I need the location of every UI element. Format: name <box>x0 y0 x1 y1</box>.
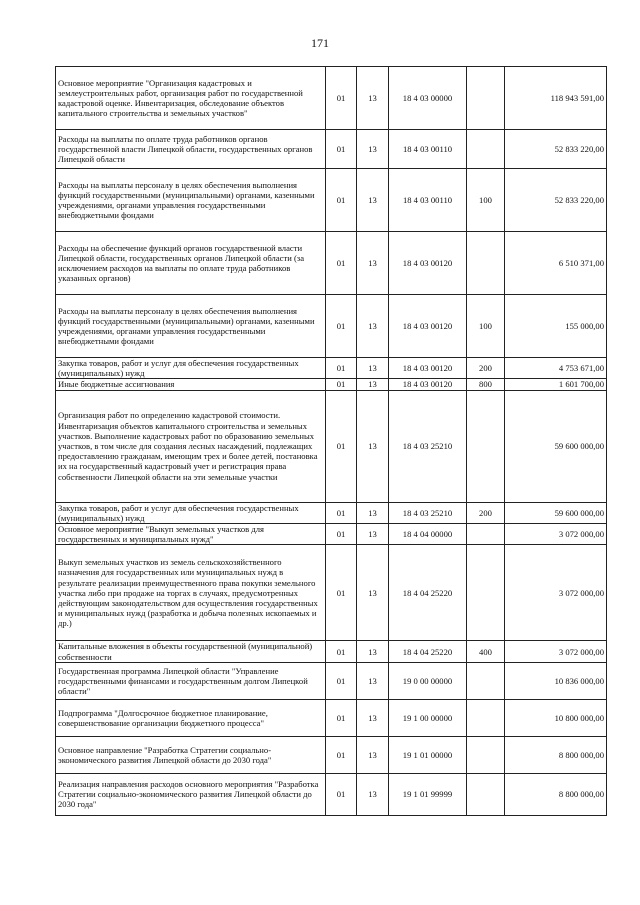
row-expense-type: 200 <box>467 358 505 379</box>
row-name: Реализация направления расходов основного мероприятия "Разработка Стратегии социально-экономического развития Липецкой области до 2030 года" <box>56 773 326 815</box>
row-target-code: 19 1 01 99999 <box>389 773 467 815</box>
row-name: Расходы на обеспечение функций органов государственной власти Липецкой области, государственных органов Липецкой области (за исключением расходов на выплаты по оплате труда работников указанных органов) <box>56 232 326 295</box>
row-expense-type: 100 <box>467 169 505 232</box>
row-target-code: 18 4 04 25220 <box>389 545 467 641</box>
table-row <box>56 641 607 662</box>
page-number: 171 <box>311 36 329 50</box>
row-expense-type: 100 <box>467 295 505 358</box>
row-subsection-code: 13 <box>357 358 389 379</box>
table-row <box>56 502 607 523</box>
table-row <box>56 390 607 502</box>
row-section-code: 01 <box>326 379 357 390</box>
row-expense-type: 400 <box>467 641 505 662</box>
row-expense-type: 800 <box>467 379 505 390</box>
row-expense-type: 200 <box>467 502 505 523</box>
row-name: Закупка товаров, работ и услуг для обеспечения государственных (муниципальных) нужд <box>56 502 326 523</box>
row-expense-type <box>467 773 505 815</box>
row-expense-type <box>467 662 505 699</box>
row-subsection-code: 13 <box>357 736 389 773</box>
row-target-code: 18 4 03 00120 <box>389 358 467 379</box>
row-section-code: 01 <box>326 502 357 523</box>
row-name: Организация работ по определению кадастровой стоимости. Инвентаризация объектов капитального строительства и земельных участков. Выполнение кадастровых работ по образованию земельных участков, в том числе для создания лесных насаждений, подлежащих предоставлению гражданам, имеющим трех и более детей, постановка их на государственный кадастровый учет и регистрация права собственности Липецкой области на эти земельные участки <box>56 390 326 502</box>
table-row <box>56 773 607 815</box>
table-row <box>56 545 607 641</box>
row-subsection-code: 13 <box>357 524 389 545</box>
row-subsection-code: 13 <box>357 295 389 358</box>
row-section-code: 01 <box>326 358 357 379</box>
row-section-code: 01 <box>326 699 357 736</box>
row-expense-type <box>467 524 505 545</box>
table-row <box>56 524 607 545</box>
row-amount: 59 600 000,00 <box>505 390 607 502</box>
row-section-code: 01 <box>326 169 357 232</box>
row-expense-type <box>467 545 505 641</box>
row-amount: 10 836 000,00 <box>505 662 607 699</box>
row-target-code: 18 4 03 00000 <box>389 67 467 130</box>
row-section-code: 01 <box>326 130 357 169</box>
budget-table <box>55 66 607 816</box>
row-target-code: 18 4 04 25220 <box>389 641 467 662</box>
row-section-code: 01 <box>326 662 357 699</box>
row-target-code: 18 4 04 00000 <box>389 524 467 545</box>
row-target-code: 19 1 00 00000 <box>389 699 467 736</box>
row-amount: 118 943 591,00 <box>505 67 607 130</box>
row-name: Расходы на выплаты персоналу в целях обеспечения выполнения функций государственными (муниципальными) органами, казенными учреждениями, органами управления государственными внебюджетными фондами <box>56 169 326 232</box>
row-name: Основное мероприятие "Организация кадастровых и землеустроительных работ, организация работ по государственной кадастровой оценке. Инвентаризация, обследование объектов капитального строительства и земельных участков" <box>56 67 326 130</box>
row-name: Расходы на выплаты персоналу в целях обеспечения выполнения функций государственными (муниципальными) органами, казенными учреждениями, органами управления государственными внебюджетными фондами <box>56 295 326 358</box>
row-amount: 8 800 000,00 <box>505 736 607 773</box>
row-section-code: 01 <box>326 295 357 358</box>
row-amount: 3 072 000,00 <box>505 524 607 545</box>
row-amount: 52 833 220,00 <box>505 130 607 169</box>
table-row <box>56 295 607 358</box>
row-section-code: 01 <box>326 524 357 545</box>
table-row <box>56 232 607 295</box>
row-expense-type <box>467 699 505 736</box>
row-name: Выкуп земельных участков из земель сельскохозяйственного назначения для государственных или муниципальных нужд в результате реализации преимущественного права покупки земельного участка либо при продаже на торгах в случаях, предусмотренных действующим законодательством для осуществления государственных и муниципальных нужд (разработка и добыча полезных ископаемых и др.) <box>56 545 326 641</box>
row-name: Основное направление "Разработка Стратегии социально-экономического развития Липецкой области до 2030 года" <box>56 736 326 773</box>
row-subsection-code: 13 <box>357 641 389 662</box>
row-subsection-code: 13 <box>357 545 389 641</box>
row-amount: 10 800 000,00 <box>505 699 607 736</box>
row-target-code: 18 4 03 00110 <box>389 130 467 169</box>
table-row <box>56 130 607 169</box>
row-subsection-code: 13 <box>357 773 389 815</box>
row-expense-type <box>467 232 505 295</box>
row-amount: 52 833 220,00 <box>505 169 607 232</box>
row-name: Основное мероприятие "Выкуп земельных участков для государственных и муниципальных нужд" <box>56 524 326 545</box>
row-target-code: 18 4 03 25210 <box>389 390 467 502</box>
row-target-code: 18 4 03 00120 <box>389 232 467 295</box>
row-name: Закупка товаров, работ и услуг для обеспечения государственных (муниципальных) нужд <box>56 358 326 379</box>
row-expense-type <box>467 67 505 130</box>
table-row <box>56 699 607 736</box>
row-section-code: 01 <box>326 545 357 641</box>
row-subsection-code: 13 <box>357 67 389 130</box>
row-amount: 3 072 000,00 <box>505 545 607 641</box>
row-target-code: 19 1 01 00000 <box>389 736 467 773</box>
row-section-code: 01 <box>326 736 357 773</box>
row-name: Капитальные вложения в объекты государственной (муниципальной) собственности <box>56 641 326 662</box>
row-subsection-code: 13 <box>357 379 389 390</box>
row-subsection-code: 13 <box>357 232 389 295</box>
row-section-code: 01 <box>326 232 357 295</box>
row-name: Расходы на выплаты по оплате труда работников органов государственной власти Липецкой области, государственных органов Липецкой области <box>56 130 326 169</box>
row-subsection-code: 13 <box>357 169 389 232</box>
row-subsection-code: 13 <box>357 502 389 523</box>
row-subsection-code: 13 <box>357 130 389 169</box>
row-target-code: 18 4 03 25210 <box>389 502 467 523</box>
row-target-code: 18 4 03 00110 <box>389 169 467 232</box>
row-section-code: 01 <box>326 390 357 502</box>
row-amount: 59 600 000,00 <box>505 502 607 523</box>
row-amount: 1 601 700,00 <box>505 379 607 390</box>
row-target-code: 18 4 03 00120 <box>389 295 467 358</box>
row-subsection-code: 13 <box>357 699 389 736</box>
row-amount: 6 510 371,00 <box>505 232 607 295</box>
row-amount: 155 000,00 <box>505 295 607 358</box>
row-name: Подпрограмма "Долгосрочное бюджетное планирование, совершенствование организации бюджетного процесса" <box>56 699 326 736</box>
row-subsection-code: 13 <box>357 390 389 502</box>
row-subsection-code: 13 <box>357 662 389 699</box>
table-row <box>56 379 607 390</box>
row-section-code: 01 <box>326 67 357 130</box>
table-row <box>56 662 607 699</box>
table-row <box>56 67 607 130</box>
row-section-code: 01 <box>326 641 357 662</box>
row-target-code: 18 4 03 00120 <box>389 379 467 390</box>
row-expense-type <box>467 130 505 169</box>
row-amount: 3 072 000,00 <box>505 641 607 662</box>
table-row <box>56 169 607 232</box>
row-expense-type <box>467 390 505 502</box>
row-name: Государственная программа Липецкой области "Управление государственными финансами и государственным долгом Липецкой области" <box>56 662 326 699</box>
row-section-code: 01 <box>326 773 357 815</box>
table-row <box>56 736 607 773</box>
row-expense-type <box>467 736 505 773</box>
row-amount: 8 800 000,00 <box>505 773 607 815</box>
table-row <box>56 358 607 379</box>
row-target-code: 19 0 00 00000 <box>389 662 467 699</box>
row-name: Иные бюджетные ассигнования <box>56 379 326 390</box>
row-amount: 4 753 671,00 <box>505 358 607 379</box>
